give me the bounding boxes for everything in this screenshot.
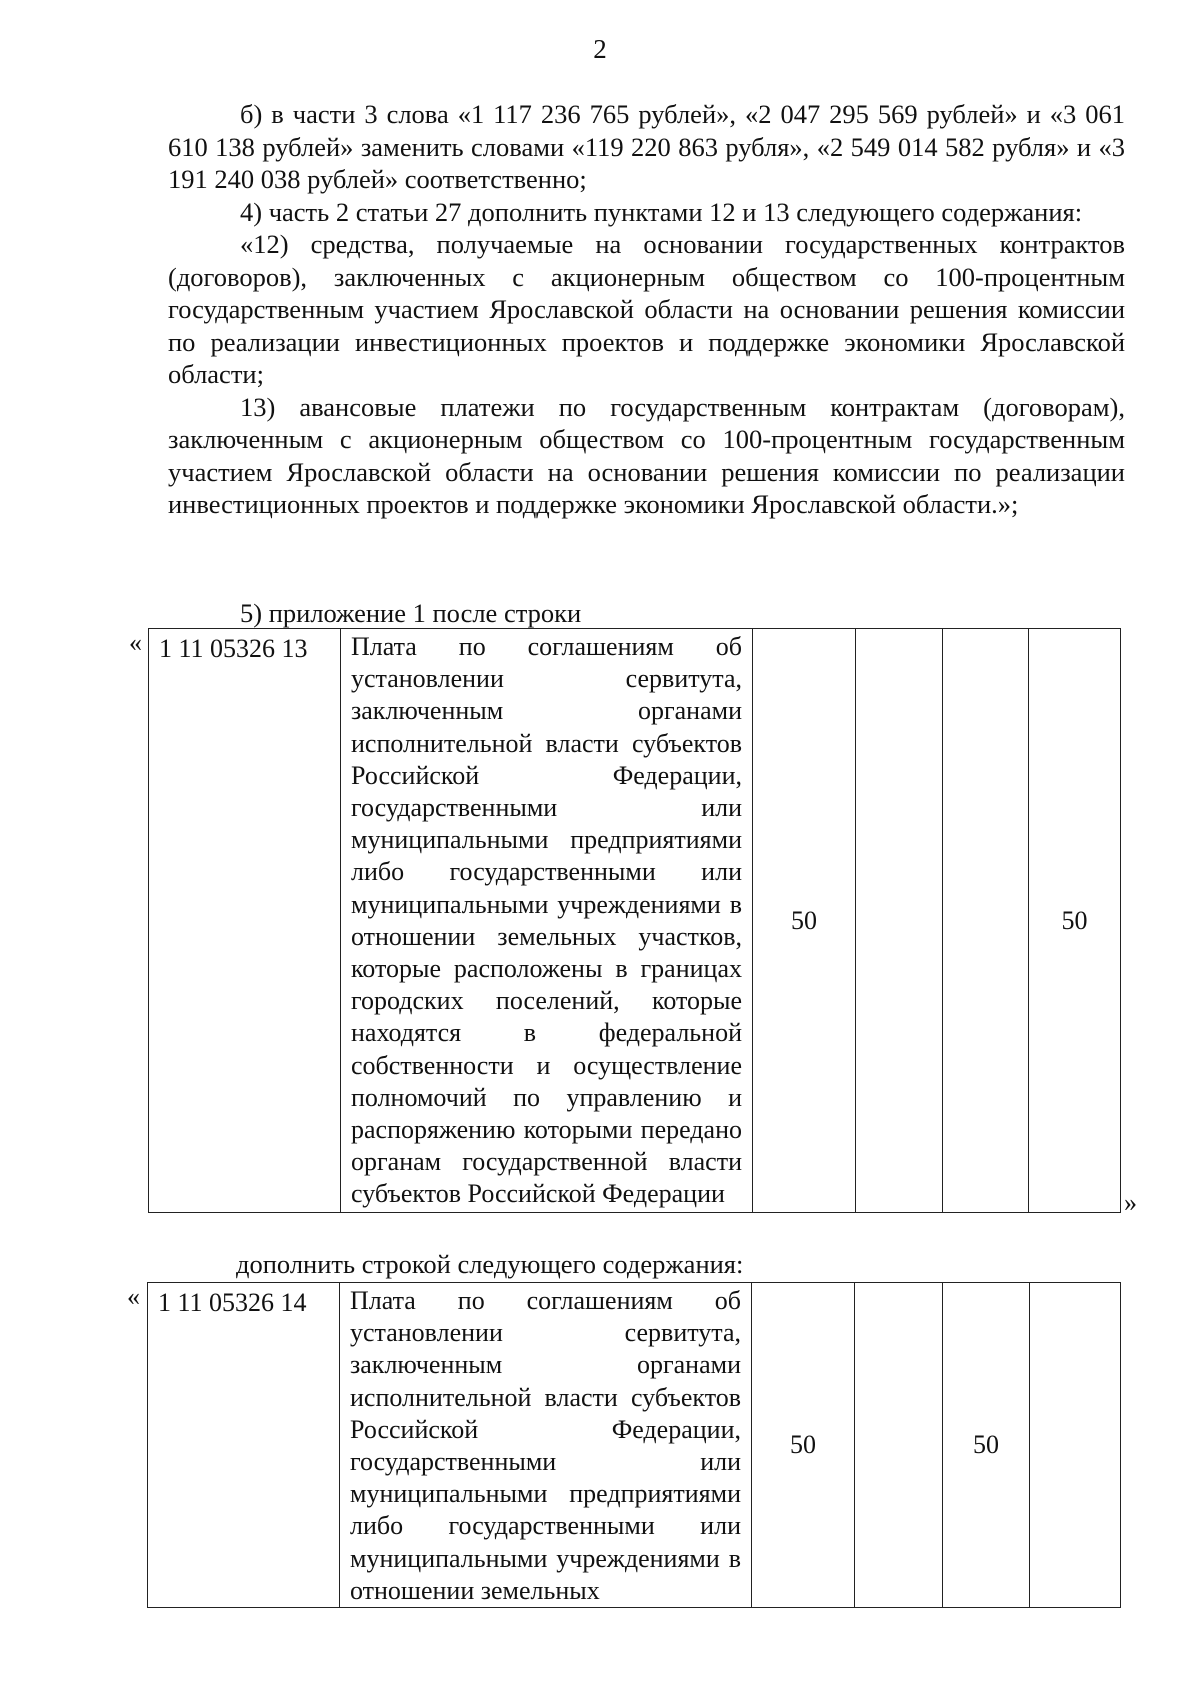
table1-value-1: 50	[753, 629, 856, 1213]
table2-open-quote: «	[127, 1282, 140, 1311]
table2-value-4	[1030, 1283, 1121, 1608]
paragraph-point-12: «12) средства, получаемые на основании государственных контрактов (договоров), заключенных с акционерным обществом со 100-процентным государственным участием Ярославской области на основании решения комиссии по реализации инвестиционных проектов и поддержке экономики Ярославской области;	[168, 229, 1125, 389]
item-5-text: 5) приложение 1 после строки	[240, 598, 582, 628]
supplement-text: дополнить строкой следующего содержания:	[236, 1249, 744, 1279]
paragraph-item-4: 4) часть 2 статьи 27 дополнить пунктами 12 и 13 следующего содержания:	[240, 196, 1083, 227]
table1-close-quote: »	[1124, 1188, 1137, 1217]
table1-value-3	[943, 629, 1029, 1213]
table1-row	[149, 629, 1121, 1213]
table2-code-cell: 1 11 05326 14	[148, 1283, 340, 1608]
table1-value-4: 50	[1029, 629, 1121, 1213]
body-text	[168, 98, 1125, 521]
paragraph-point-13: 13) авансовые платежи по государственным контрактам (договорам), заключенным с акционерным обществом со 100-процентным государственным участием Ярославской области на основании решения комиссии по реализации инвестиционных проектов и поддержке экономики Ярославской области.»;	[168, 391, 1125, 519]
table1-value-2	[856, 629, 943, 1213]
table2	[147, 1282, 1121, 1608]
table2-row	[148, 1283, 1121, 1608]
table2-value-1: 50	[752, 1283, 855, 1608]
page-number: 2	[593, 34, 607, 64]
paragraph-item-b: б) в части 3 слова «1 117 236 765 рублей», «2 047 295 569 рублей» и «3 061 610 138 рублей» заменить словами «119 220 863 рубля», «2 549 014 582 рубля» и «3 191 240 038 рублей» соответственно;	[168, 99, 1125, 194]
table2-description-cell: Плата по соглашениям об установлении сервитута, заключенным органами исполнительной власти субъектов Российской Федерации, государственными или муниципальными предприятиями либо государственными или муниципальными учреждениями в отношении земельных	[340, 1283, 752, 1608]
table2-value-2	[855, 1283, 943, 1608]
table2-value-3: 50	[943, 1283, 1030, 1608]
table1	[148, 628, 1121, 1213]
table1-code-cell: 1 11 05326 13	[149, 629, 341, 1213]
table1-description-cell: Плата по соглашениям об установлении сервитута, заключенным органами исполнительной власти субъектов Российской Федерации, государственными или муниципальными предприятиями либо государственными или муниципальными учреждениями в отношении земельных участков, которые расположены в границах городских поселений, которые находятся в федеральной собственности и осуществление полномочий по управлению и распоряжению которыми передано органам государственной власти субъектов Российской Федерации	[341, 629, 753, 1213]
table1-open-quote: «	[129, 628, 142, 657]
